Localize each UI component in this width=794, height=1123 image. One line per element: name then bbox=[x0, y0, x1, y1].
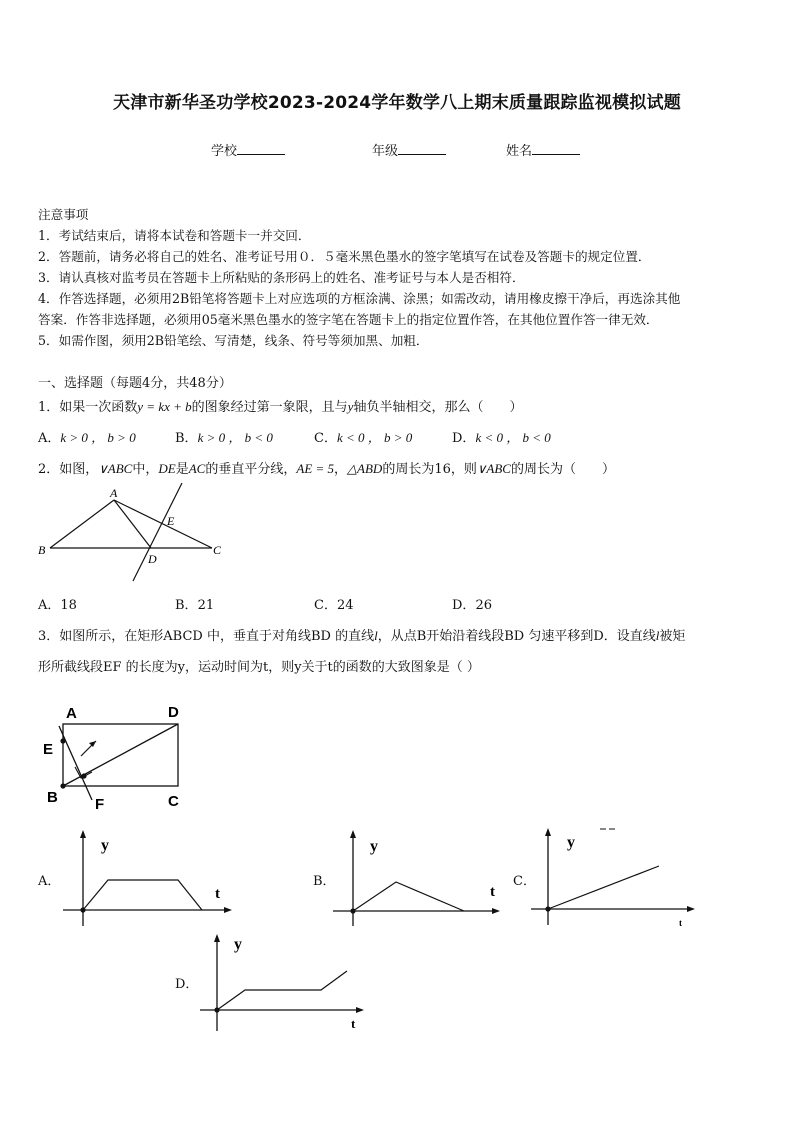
school-blank bbox=[237, 142, 285, 155]
t-arrow-icon bbox=[492, 908, 500, 914]
q1-option-a[interactable] bbox=[38, 427, 136, 446]
q2-option-d[interactable] bbox=[452, 594, 492, 613]
option-text: k > 0 ， b > 0 bbox=[60, 430, 136, 445]
school-field bbox=[211, 140, 285, 159]
curve bbox=[217, 971, 347, 1010]
t-arrow-icon bbox=[224, 907, 232, 913]
q3-text: 被矩 bbox=[659, 629, 686, 644]
grade-field bbox=[372, 140, 446, 159]
perpendicular-bisector-de bbox=[133, 483, 182, 581]
q1-axis: y bbox=[347, 399, 354, 414]
option-text: 21 bbox=[197, 598, 215, 613]
question-3-line-2: 形所截线段EF 的长度为y，运动时间为t，则y关于t的函数的大致图象是（ ） bbox=[38, 660, 480, 675]
name-blank bbox=[532, 142, 580, 155]
q3-symbol: l bbox=[655, 628, 660, 643]
q2-symbol: DE bbox=[158, 461, 176, 476]
question-3-line-1 bbox=[38, 625, 685, 644]
t-label: t bbox=[215, 886, 220, 902]
option-text: k < 0 ， b < 0 bbox=[475, 430, 551, 445]
notice-item: 4．作答选择题，必须用2B铅笔将答题卡上对应选项的方框涂满、涂黑；如需改动，请用橡皮擦干净后，再选涂其他 bbox=[38, 291, 681, 306]
q3-option-c-graph[interactable] bbox=[527, 822, 702, 927]
q1-option-d[interactable] bbox=[452, 427, 551, 446]
question-1 bbox=[38, 396, 522, 415]
y-arrow-icon bbox=[545, 828, 551, 836]
origin-point bbox=[80, 907, 85, 912]
q2-symbol: △ABD bbox=[347, 461, 383, 476]
label-d: D bbox=[148, 552, 157, 566]
notice-item: 2．答题前，请务必将自己的姓名、准考证号用０．５毫米黑色墨水的签字笔填写在试卷及答题卡的规定位置． bbox=[38, 249, 651, 264]
section-heading: 一、选择题（每题4分，共48分） bbox=[38, 376, 232, 391]
q2-text: 的垂直平分线， bbox=[205, 462, 297, 477]
option-letter: B． bbox=[175, 431, 198, 446]
notice-item: 答案．作答非选择题，必须用05毫米黑色墨水的签字笔在答题卡上的指定位置作答，在其他位置作答一律无效． bbox=[38, 312, 659, 327]
q3-option-b-graph[interactable] bbox=[330, 828, 505, 928]
t-arrow-icon bbox=[687, 906, 695, 912]
q2-text: 的周长为（ ） bbox=[510, 462, 615, 477]
y-arrow-icon bbox=[80, 830, 86, 838]
notice-heading: 注意事项 bbox=[38, 207, 89, 222]
segment-ad bbox=[114, 500, 151, 548]
origin-point bbox=[214, 1007, 219, 1012]
option-text: 24 bbox=[336, 598, 354, 613]
q1-text-suffix: 轴负半轴相交，那么（ ） bbox=[353, 400, 523, 415]
t-label: t bbox=[490, 884, 495, 900]
option-text: k > 0 ， b < 0 bbox=[197, 430, 273, 445]
y-label: y bbox=[101, 837, 109, 854]
option-letter: D． bbox=[452, 431, 476, 446]
label-a: A bbox=[66, 705, 77, 722]
name-field bbox=[506, 140, 580, 159]
line-l bbox=[59, 726, 92, 800]
label-f: F bbox=[95, 796, 105, 813]
q1-formula: y = kx + b bbox=[137, 399, 192, 414]
t-label: t bbox=[679, 918, 682, 927]
q3-symbol: l bbox=[374, 628, 378, 643]
q2-symbol: AE = 5 bbox=[296, 461, 335, 476]
y-label: y bbox=[370, 838, 378, 855]
q2-option-b[interactable] bbox=[175, 594, 214, 613]
t-arrow-icon bbox=[356, 1007, 364, 1013]
grade-blank bbox=[398, 142, 446, 155]
segment-ab bbox=[50, 500, 114, 548]
option-letter: C． bbox=[314, 598, 337, 613]
q1-text-mid: 的图象经过第一象限，且与 bbox=[191, 400, 348, 415]
q3-text: ，从点B开始沿着线段BD 匀速平移到D．设直线 bbox=[377, 629, 656, 644]
label-b: B bbox=[38, 543, 46, 557]
option-letter: C． bbox=[314, 431, 337, 446]
q3-option-b-letter[interactable]: B． bbox=[313, 874, 336, 889]
label-c: C bbox=[213, 543, 222, 557]
y-arrow-icon bbox=[214, 934, 220, 942]
point-b bbox=[60, 783, 65, 788]
label-e: E bbox=[167, 514, 175, 528]
q2-text: 中， bbox=[132, 462, 159, 477]
q3-option-c-letter[interactable]: C． bbox=[513, 874, 536, 889]
q1-option-b[interactable] bbox=[175, 427, 273, 446]
point-e bbox=[60, 738, 65, 743]
option-letter: D． bbox=[452, 598, 476, 613]
q3-option-a-letter[interactable]: A． bbox=[38, 874, 61, 889]
q2-option-c[interactable] bbox=[314, 594, 354, 613]
q2-symbol: ∨ABC bbox=[476, 461, 511, 476]
q2-option-a[interactable] bbox=[38, 594, 77, 613]
q3-rectangle-figure bbox=[38, 698, 198, 816]
point-foot bbox=[81, 773, 86, 778]
q3-option-d-graph[interactable] bbox=[196, 930, 371, 1035]
school-label: 学校 bbox=[211, 144, 238, 159]
y-arrow-icon bbox=[350, 830, 356, 838]
notice-item: 3．请认真核对监考员在答题卡上所粘贴的条形码上的姓名、准考证号与本人是否相符． bbox=[38, 270, 525, 285]
q3-option-d-letter[interactable]: D． bbox=[175, 977, 199, 992]
option-text: k < 0 ， b > 0 bbox=[336, 430, 413, 445]
q3-text: 3．如图所示，在矩形ABCD 中，垂直于对角线BD 的直线 bbox=[38, 629, 375, 644]
option-letter: A． bbox=[38, 431, 61, 446]
q2-text: ， bbox=[334, 462, 348, 477]
curve bbox=[83, 880, 202, 910]
q2-triangle-figure bbox=[30, 480, 230, 590]
q2-symbol: AC bbox=[188, 461, 206, 476]
option-letter: B． bbox=[175, 598, 198, 613]
grade-label: 年级 bbox=[372, 144, 399, 159]
option-text: 26 bbox=[475, 598, 492, 613]
curve bbox=[353, 882, 464, 911]
page-title: 天津市新华圣功学校2023-2024学年数学八上期末质量跟踪监视模拟试题 bbox=[113, 93, 681, 113]
notice-item: 1．考试结束后，请将本试卷和答题卡一并交回． bbox=[38, 228, 311, 243]
q1-option-c[interactable] bbox=[314, 427, 412, 446]
label-d: D bbox=[168, 704, 179, 721]
q2-text: 2．如图， bbox=[38, 462, 99, 477]
origin-point bbox=[545, 906, 550, 911]
q2-text: 的周长为16，则 bbox=[382, 462, 477, 477]
q3-option-a-graph[interactable] bbox=[60, 828, 235, 928]
t-label: t bbox=[351, 1016, 356, 1031]
y-label: y bbox=[567, 834, 575, 851]
label-c: C bbox=[168, 793, 179, 810]
segment-ac bbox=[114, 500, 212, 548]
q1-text-prefix: 1．如果一次函数 bbox=[38, 400, 138, 415]
origin-point bbox=[350, 908, 355, 913]
curve bbox=[548, 866, 659, 909]
option-letter: A． bbox=[38, 598, 61, 613]
label-e: E bbox=[43, 741, 54, 758]
arrow-head-icon bbox=[89, 741, 96, 747]
question-2 bbox=[38, 458, 615, 477]
label-b: B bbox=[47, 789, 58, 806]
q2-symbol: ∨ABC bbox=[98, 461, 133, 476]
q2-text: 是 bbox=[175, 462, 189, 477]
label-a: A bbox=[110, 486, 118, 500]
name-label: 姓名 bbox=[506, 144, 533, 159]
y-label: y bbox=[234, 936, 242, 953]
notice-item: 5．如需作图，须用2B铅笔绘、写清楚，线条、符号等须加黑、加粗． bbox=[38, 333, 429, 348]
option-text: 18 bbox=[60, 598, 77, 613]
